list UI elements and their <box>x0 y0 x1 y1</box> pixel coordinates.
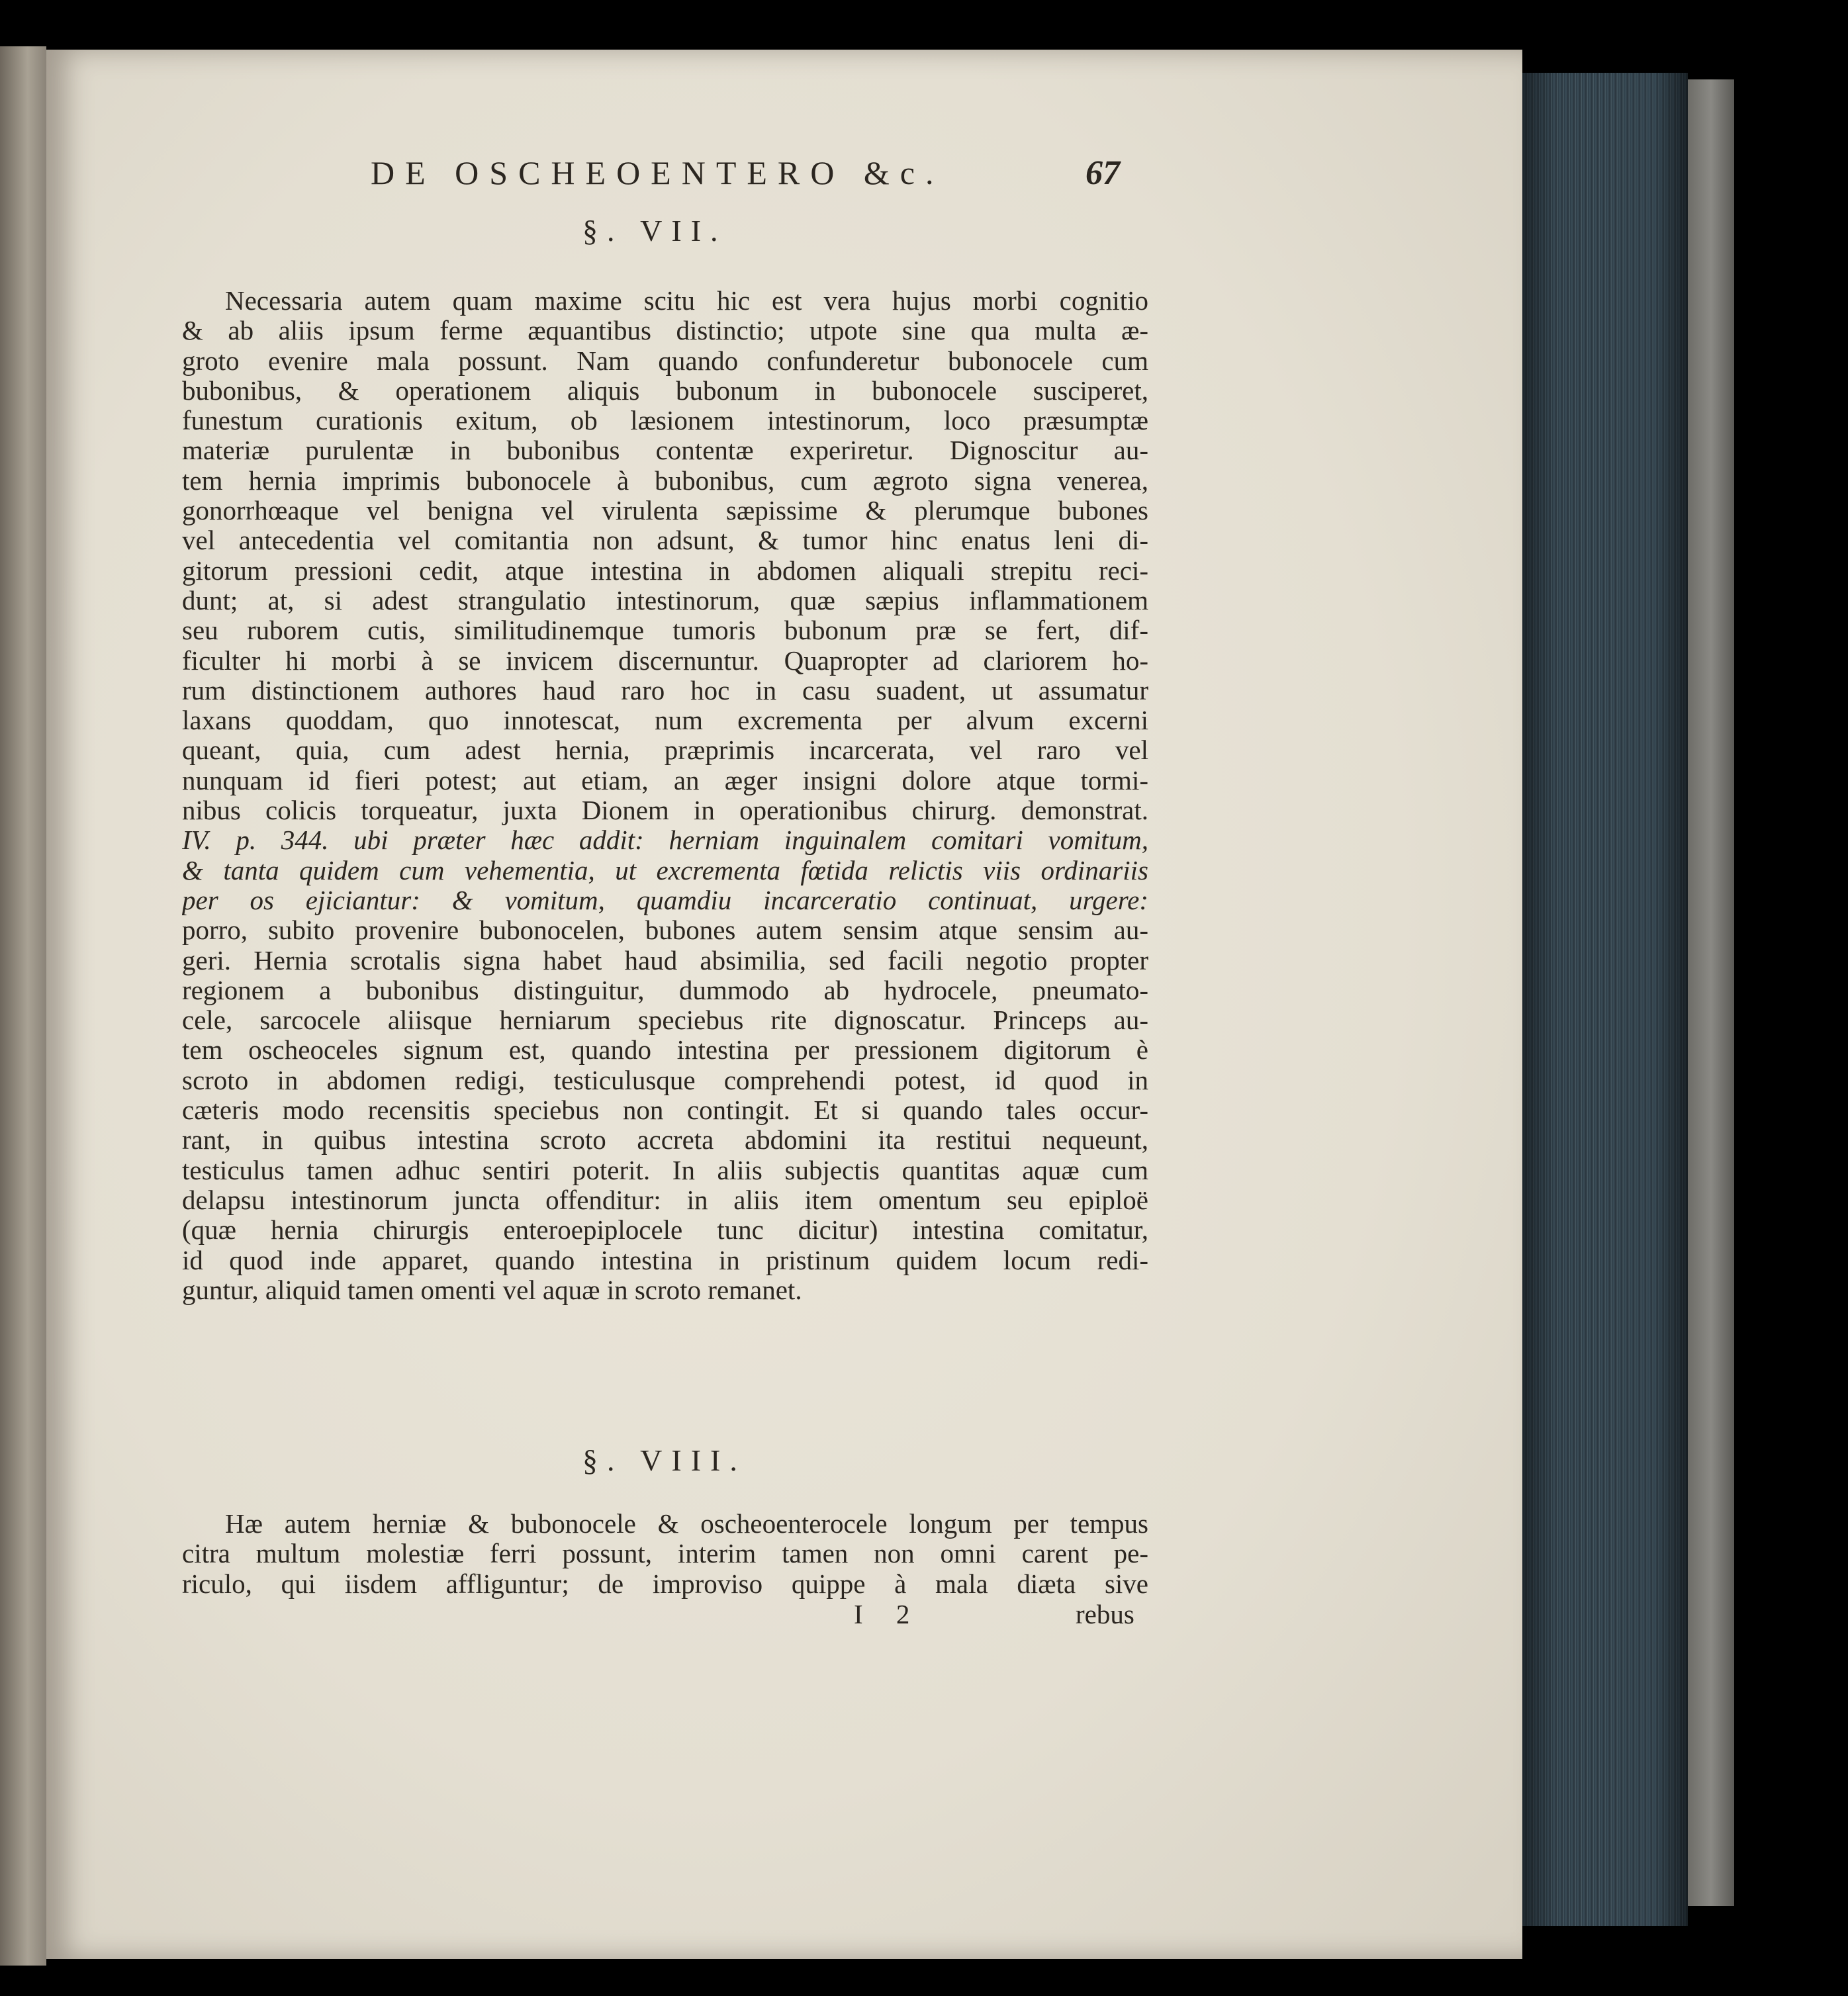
text-line: nunquam id fieri potest; aut etiam, an æger insigni dolore atque tormi- <box>182 765 1148 795</box>
section-heading: §. VII. <box>582 214 727 248</box>
text-line: guntur, aliquid tamen omenti vel aquæ in scroto remanet. <box>182 1275 802 1305</box>
text-line: citra multum molestiæ ferri possunt, interim tamen non omni carent pe- <box>182 1539 1148 1569</box>
text-line: queant, quia, cum adest hernia, præprimis incarcerata, vel raro vel <box>182 735 1148 766</box>
text-line: tem oscheoceles signum est, quando intestina per pressionem digitorum è <box>182 1035 1148 1066</box>
text-line: geri. Hernia scrotalis signa habet haud absimilia, sed facili negotio propter <box>182 945 1148 975</box>
text-line: & tanta quidem cum vehementia, ut excrementa fœtida relictis viis ordinariis <box>182 855 1148 885</box>
text-line: testiculus tamen adhuc sentiri poterit. In aliis subjectis quantitas aquæ cum <box>182 1155 1148 1185</box>
previous-page-edge <box>0 46 46 1966</box>
text-line: funestum curationis exitum, ob læsionem intestinorum, loco præsumptæ <box>182 406 1148 436</box>
catchword: rebus <box>1076 1599 1134 1629</box>
text-line: scroto in abdomen redigi, testiculusque comprehendi potest, id quod in <box>182 1065 1148 1095</box>
text-line: rant, in quibus intestina scroto accreta abdomini ita restitui nequeunt, <box>182 1125 1148 1156</box>
fore-edge-shading <box>1522 73 1688 1926</box>
text-line: cele, sarcocele aliisque herniarum speciebus rite dignoscatur. Princeps au- <box>182 1005 1148 1036</box>
text-line: rum distinctionem authores haud raro hoc in casu suadent, ut assumatur <box>182 675 1148 705</box>
text-line: cæteris modo recensitis speciebus non contingit. Et si quando tales occur- <box>182 1095 1148 1126</box>
text-line: riculo, qui iisdem affliguntur; de improviso quippe à mala diæta sive <box>182 1568 1148 1599</box>
text-line: ficulter hi morbi à se invicem discernuntur. Quapropter ad clariorem ho- <box>182 645 1148 676</box>
section-body <box>182 1509 1148 1599</box>
text-line: porro, subito provenire bubonocelen, bubones autem sensim atque sensim au- <box>182 915 1148 946</box>
text-line: delapsu intestinorum juncta offenditur: in aliis item omentum seu epiploë <box>182 1185 1148 1215</box>
signature-mark: I 2 <box>854 1599 923 1629</box>
text-line: bubonibus, & operationem aliquis bubonum in bubonocele susciperet, <box>182 375 1148 406</box>
book-cover-edge <box>1688 79 1734 1906</box>
page-number: 67 <box>1086 154 1120 192</box>
text-line: tem hernia imprimis bubonocele à bubonibus, cum ægroto signa venerea, <box>182 465 1148 496</box>
text-line: IV. p. 344. ubi præter hæc addit: herniam inguinalem comitari vomitum, <box>182 825 1148 856</box>
text-line: laxans quoddam, quo innotescat, num excrementa per alvum excerni <box>182 705 1148 736</box>
text-line: dunt; at, si adest strangulatio intestinorum, quæ sæpius inflammationem <box>182 585 1148 615</box>
text-line: nibus colicis torqueatur, juxta Dionem in operationibus chirurg. demonstrat. <box>182 795 1148 826</box>
section-body <box>182 286 1148 1305</box>
text-line: gitorum pressioni cedit, atque intestina in abdomen aliquali strepitu reci- <box>182 555 1148 586</box>
text-line: id quod inde apparet, quando intestina in pristinum quidem locum redi- <box>182 1245 1148 1275</box>
text-line: materiæ purulentæ in bubonibus contentæ experiretur. Dignoscitur au- <box>182 435 1148 466</box>
text-line: Necessaria autem quam maxime scitu hic est vera hujus morbi cognitio <box>225 286 1148 316</box>
text-line: per os ejiciantur: & vomitum, quamdiu incarceratio continuat, urgere: <box>182 885 1148 915</box>
text-line: seu ruborem cutis, similitudinemque tumoris bubonum præ se fert, dif- <box>182 615 1148 646</box>
text-line: vel antecedentia vel comitantia non adsunt, & tumor hinc enatus leni di- <box>182 525 1148 556</box>
running-head: DE OSCHEOENTERO &c. <box>371 154 945 191</box>
text-line: & ab aliis ipsum ferme æquantibus distinctio; utpote sine qua multa æ- <box>182 316 1148 346</box>
text-line: Hæ autem herniæ & bubonocele & oscheoenterocele longum per tempus <box>225 1509 1148 1539</box>
text-line: gonorrhœaque vel benigna vel virulenta sæpissime & plerumque bubones <box>182 496 1148 526</box>
section-heading: §. VIII. <box>582 1443 747 1477</box>
text-line: (quæ hernia chirurgis enteroepiplocele tunc dicitur) intestina comitatur, <box>182 1215 1148 1246</box>
text-line: groto evenire mala possunt. Nam quando confunderetur bubonocele cum <box>182 345 1148 376</box>
text-line: regionem a bubonibus distinguitur, dummodo ab hydrocele, pneumato- <box>182 975 1148 1005</box>
